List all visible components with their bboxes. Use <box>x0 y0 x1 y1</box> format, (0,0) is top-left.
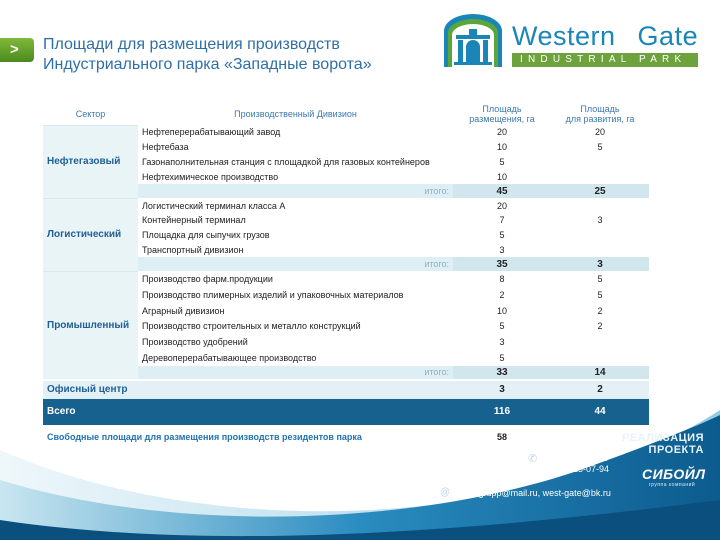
subtotal-place: 45 <box>453 184 551 198</box>
area-place: 10 <box>496 305 507 316</box>
division-name: Производство фарм.продукции <box>142 274 273 285</box>
logo-wordmark: Western Gate <box>512 21 699 51</box>
area-dev <box>551 155 649 170</box>
office-label: Офисный центр <box>43 380 453 399</box>
division-name: Производство строительных и металло конструкций <box>142 321 361 332</box>
table-row <box>43 271 649 287</box>
area-dev <box>551 243 649 258</box>
contact-block <box>440 432 708 522</box>
office-dev: 2 <box>551 380 649 399</box>
division-name: Производство плимерных изделий и упаковочных материалов <box>142 289 404 300</box>
area-dev: 2 <box>597 305 603 316</box>
area-place: 3 <box>499 244 505 255</box>
area-dev: 20 <box>594 127 605 138</box>
area-place: 7 <box>499 215 505 226</box>
table-row <box>43 125 649 140</box>
mail-icon: @ <box>440 487 451 498</box>
area-place: 5 <box>499 321 505 332</box>
division-name: Газонаполнительная станция с площадкой для газовых контейнеров <box>142 156 430 167</box>
free-area-place: 58 <box>496 431 507 442</box>
phone-number: (3812) 25-43-92 <box>543 453 608 463</box>
area-place: 20 <box>496 127 507 138</box>
area-place: 20 <box>496 200 507 211</box>
area-dev: 3 <box>597 215 603 226</box>
area-dev <box>551 350 649 366</box>
area-dev <box>551 198 649 213</box>
office-place: 3 <box>453 380 551 399</box>
project-caption: РЕАЛИЗАЦИЯ ПРОЕКТА <box>621 432 704 456</box>
grand-total-label: Всего <box>43 399 453 425</box>
grand-total-place: 116 <box>453 399 551 425</box>
area-dev <box>551 169 649 184</box>
logo-subtitle: INDUSTRIAL PARK <box>512 53 698 67</box>
subtotal-place: 35 <box>453 257 551 271</box>
area-place: 5 <box>499 352 505 363</box>
subtotal-label: итого: <box>138 366 453 380</box>
sector-label: Промышленный <box>43 271 138 379</box>
areas-table <box>43 103 649 449</box>
free-area-label: Свободные площади для размещения производств резидентов парка <box>47 431 362 442</box>
page-title: Площади для размещения производств Индустриального парка «Западные ворота» <box>43 36 372 73</box>
phone-number-2: 25-07-94 <box>573 464 610 474</box>
subtotal-dev: 25 <box>551 184 649 198</box>
gate-arch-icon <box>442 13 504 69</box>
table-row <box>43 198 649 213</box>
area-place: 8 <box>499 274 505 285</box>
subtotal-dev: 3 <box>551 257 649 271</box>
office-row <box>43 380 649 399</box>
division-name: Нефтебаза <box>142 142 189 153</box>
division-name: Производство удобрений <box>142 336 248 347</box>
area-dev: 2 <box>597 321 603 332</box>
subtotal-place: 33 <box>453 366 551 380</box>
division-name: Аграрный дивизион <box>142 305 225 316</box>
sector-label: Логистический <box>43 198 138 271</box>
table-header <box>43 103 649 125</box>
header-division: Производственный Дивизион <box>234 109 357 119</box>
area-dev: 5 <box>597 142 603 153</box>
area-dev <box>551 334 649 350</box>
division-name: Площадка для сыпучих грузов <box>142 230 270 241</box>
division-name: Нефтехимическое производство <box>142 171 279 182</box>
header-sector: Сектор <box>75 108 106 119</box>
area-place: 2 <box>499 289 505 300</box>
area-place: 5 <box>499 156 505 167</box>
division-name: Нефтеперерабатывающий завод <box>142 127 281 138</box>
siboil-logo: СИБОЙЛ группа компаний <box>642 466 706 488</box>
grand-total-dev: 44 <box>551 399 649 425</box>
header-area-dev: Площадь для развития, га <box>565 104 635 124</box>
header-area-place: Площадь размещения, га <box>469 104 535 124</box>
email-addresses: siboil-grupp@mail.ru, west-gate@bk.ru <box>455 488 611 498</box>
area-place: 5 <box>499 230 505 241</box>
area-place: 3 <box>499 336 505 347</box>
division-name: Контейнерный терминал <box>142 215 246 226</box>
subtotal-label: итого: <box>138 257 453 271</box>
division-name: Логистический терминал класса А <box>142 200 286 211</box>
subtotal-dev: 14 <box>551 366 649 380</box>
division-name: Деревоперерабатывающее производство <box>142 352 317 363</box>
area-place: 10 <box>496 171 507 182</box>
section-arrow: > <box>0 38 34 62</box>
sector-label: Нефтегазовый <box>43 125 138 198</box>
area-dev: 5 <box>597 274 603 285</box>
subtotal-label: итого: <box>138 184 453 198</box>
division-name: Транспортный дивизион <box>142 244 244 255</box>
phone-icon: ✆ <box>528 453 538 465</box>
area-dev <box>551 228 649 243</box>
area-dev: 5 <box>597 289 603 300</box>
area-place: 10 <box>496 142 507 153</box>
